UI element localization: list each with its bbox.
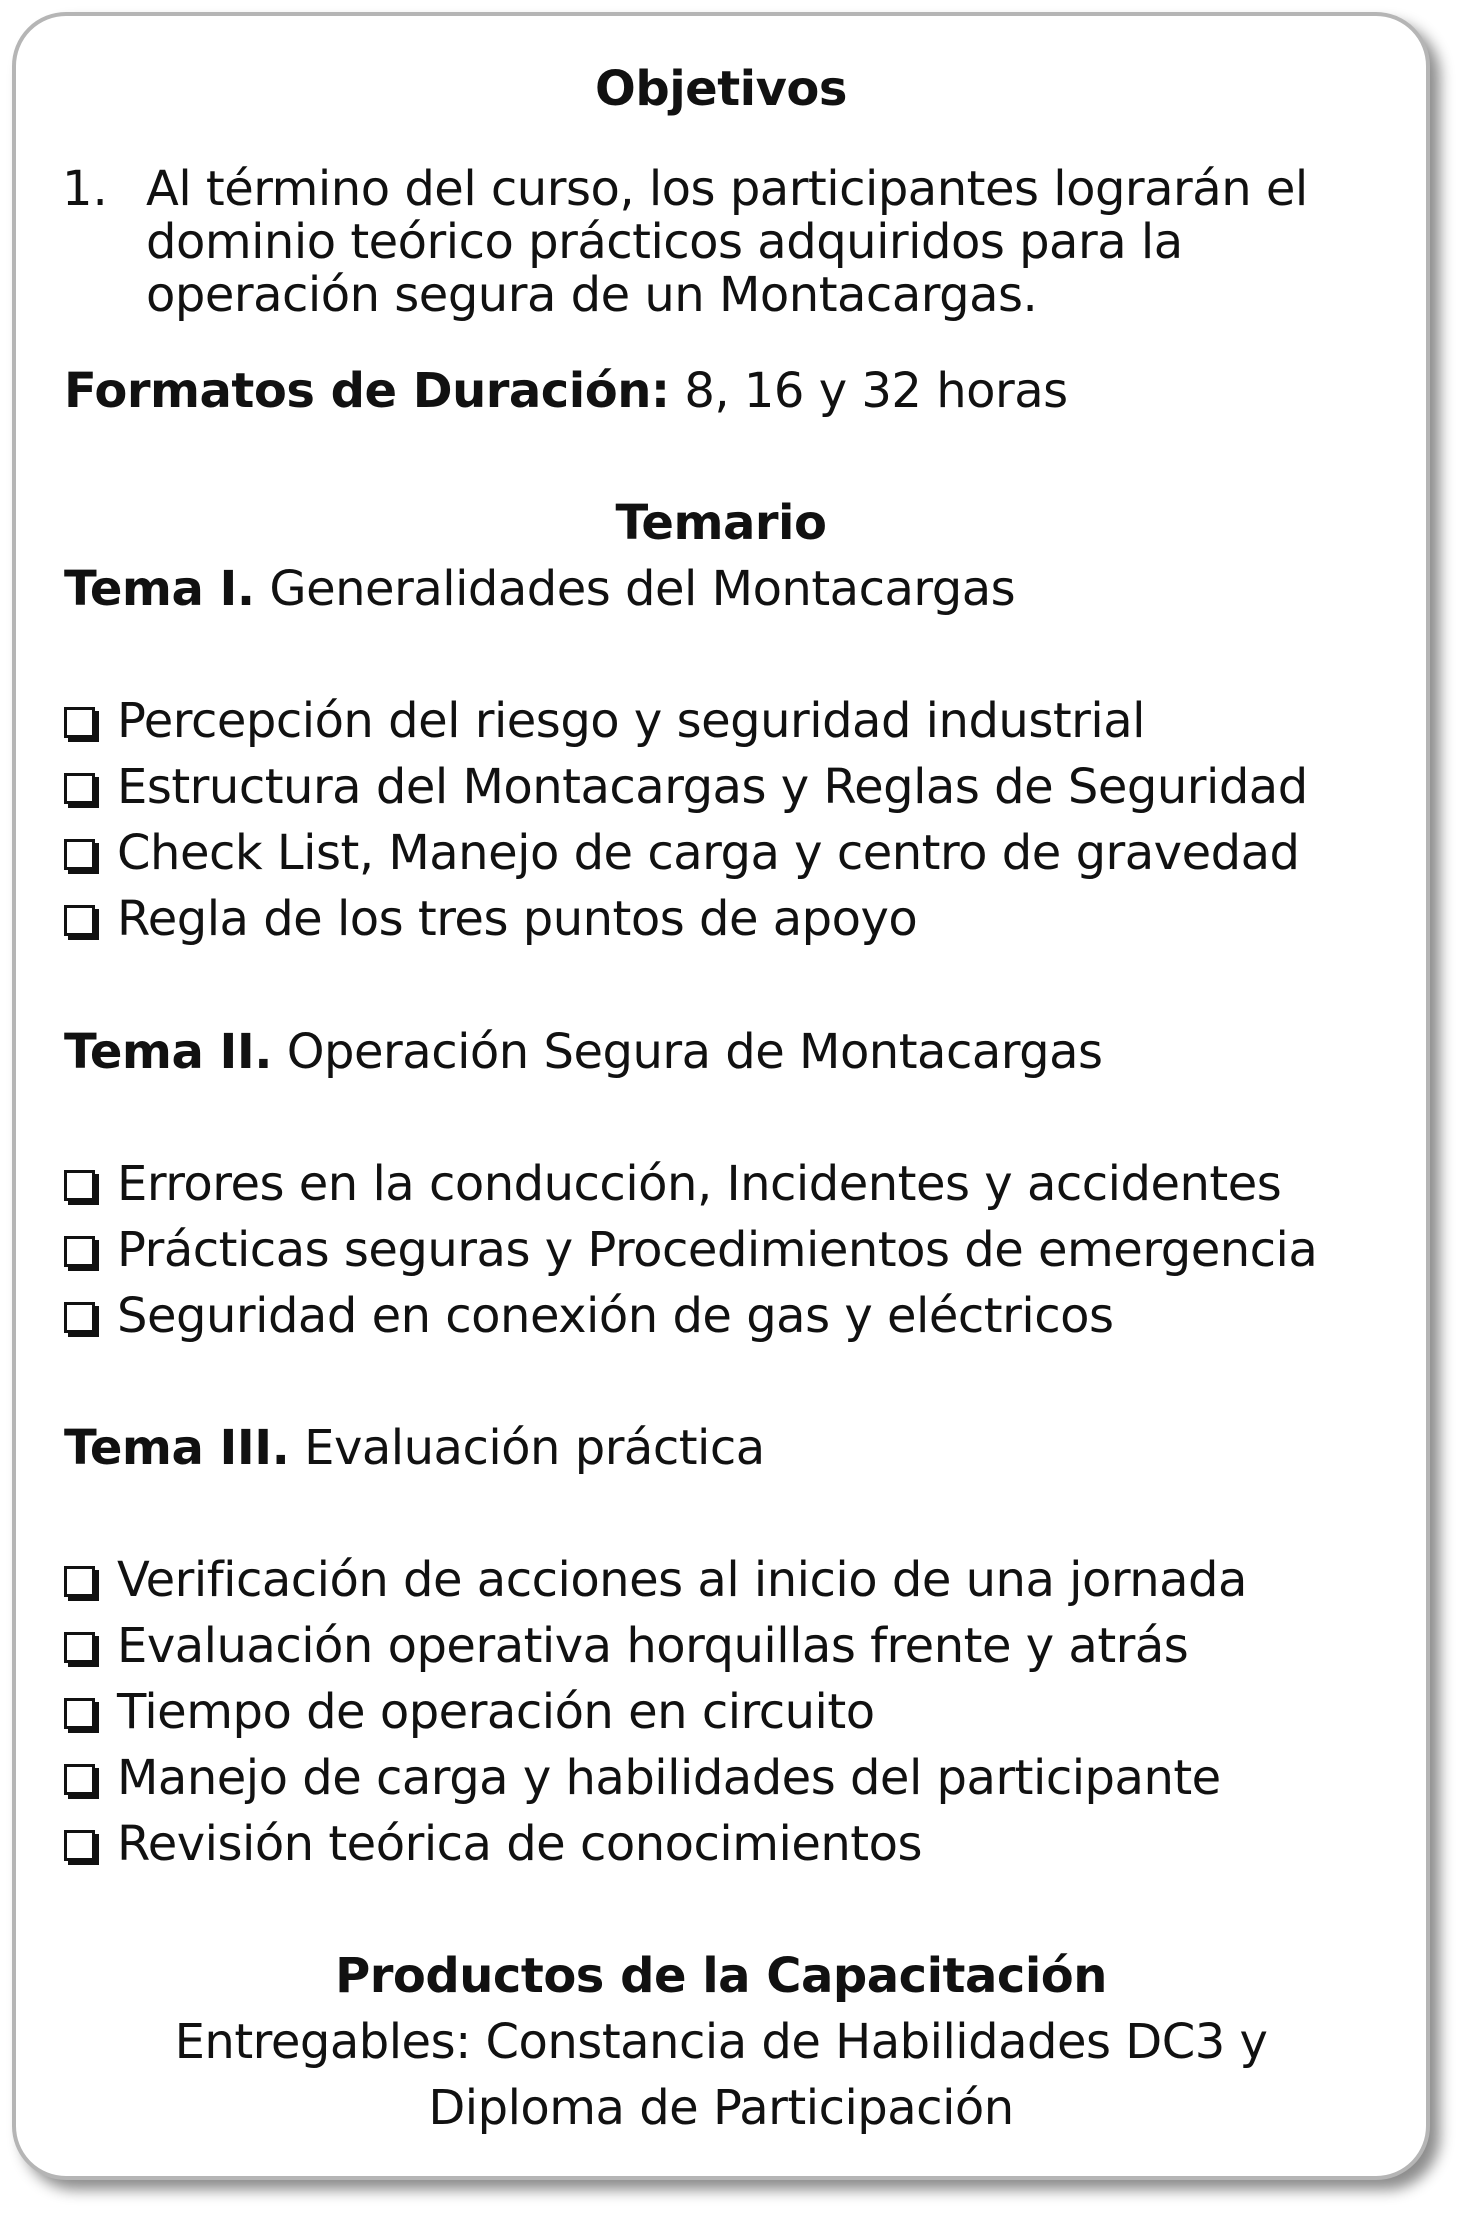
duration-line bbox=[64, 358, 1068, 424]
list-item-text: Errores en la conducción, Incidentes y accidentes bbox=[117, 1156, 1282, 1212]
list-item-text: Percepción del riesgo y seguridad industrial bbox=[117, 693, 1145, 749]
checkbox-icon bbox=[64, 1302, 95, 1333]
list-item bbox=[64, 1217, 1317, 1283]
topic-3-heading bbox=[64, 1415, 765, 1481]
checkbox-icon bbox=[64, 1632, 95, 1663]
list-item bbox=[64, 1151, 1281, 1217]
list-item bbox=[64, 1811, 922, 1877]
list-item bbox=[64, 1613, 1188, 1679]
list-item-text: Regla de los tres puntos de apoyo bbox=[117, 891, 918, 947]
list-item-text: Revisión teórica de conocimientos bbox=[117, 1816, 922, 1872]
objective-text bbox=[146, 163, 1308, 322]
checkbox-icon bbox=[64, 773, 95, 804]
list-item-text: Estructura del Montacargas y Reglas de Seguridad bbox=[117, 759, 1308, 815]
objective-number: 1. bbox=[62, 161, 108, 217]
topic-2-title: Operación Segura de Montacargas bbox=[286, 1024, 1103, 1080]
objective-line-2: dominio teórico prácticos adquiridos para la bbox=[146, 214, 1183, 270]
checkbox-icon bbox=[64, 1236, 95, 1267]
checkbox-icon bbox=[64, 1566, 95, 1597]
checkbox-icon bbox=[64, 1170, 95, 1201]
products-line-2: Diploma de Participación bbox=[428, 2080, 1014, 2136]
list-item bbox=[64, 1283, 1113, 1349]
list-item bbox=[64, 820, 1299, 886]
checkbox-icon bbox=[64, 905, 95, 936]
topic-3-label: Tema III. bbox=[64, 1420, 290, 1476]
checkbox-icon bbox=[64, 1764, 95, 1795]
list-item-text: Manejo de carga y habilidades del participante bbox=[117, 1750, 1221, 1806]
checkbox-icon bbox=[64, 707, 95, 738]
objective-line-3: operación segura de un Montacargas. bbox=[146, 267, 1038, 323]
list-item bbox=[64, 1679, 875, 1745]
topic-3-title: Evaluación práctica bbox=[304, 1420, 765, 1476]
list-item-text: Tiempo de operación en circuito bbox=[117, 1684, 875, 1740]
checkbox-icon bbox=[64, 1698, 95, 1729]
topic-1-heading bbox=[64, 556, 1015, 622]
list-item bbox=[64, 1745, 1221, 1811]
list-item-text: Verificación de acciones al inicio de una jornada bbox=[117, 1552, 1247, 1608]
list-item-text: Check List, Manejo de carga y centro de gravedad bbox=[117, 825, 1300, 881]
duration-label: Formatos de Duración: bbox=[64, 363, 670, 419]
products-line-1: Entregables: Constancia de Habilidades DC3 y bbox=[174, 2014, 1268, 2070]
objectives-heading: Objetivos bbox=[595, 61, 847, 117]
list-item-text: Prácticas seguras y Procedimientos de emergencia bbox=[117, 1222, 1318, 1278]
list-item bbox=[64, 886, 917, 952]
duration-value: 8, 16 y 32 horas bbox=[684, 363, 1068, 419]
checkbox-icon bbox=[64, 1830, 95, 1861]
list-item-text: Evaluación operativa horquillas frente y atrás bbox=[117, 1618, 1189, 1674]
topic-2-label: Tema II. bbox=[64, 1024, 272, 1080]
topic-2-heading bbox=[64, 1019, 1103, 1085]
list-item bbox=[64, 754, 1308, 820]
list-item bbox=[64, 688, 1145, 754]
topic-1-label: Tema I. bbox=[64, 561, 255, 617]
list-item-text: Seguridad en conexión de gas y eléctricos bbox=[117, 1288, 1114, 1344]
products-heading: Productos de la Capacitación bbox=[335, 1948, 1107, 2004]
list-item bbox=[64, 1547, 1247, 1613]
syllabus-heading: Temario bbox=[615, 495, 827, 551]
topic-1-title: Generalidades del Montacargas bbox=[269, 561, 1016, 617]
checkbox-icon bbox=[64, 839, 95, 870]
objective-line-1: Al término del curso, los participantes lograrán el bbox=[146, 161, 1308, 217]
